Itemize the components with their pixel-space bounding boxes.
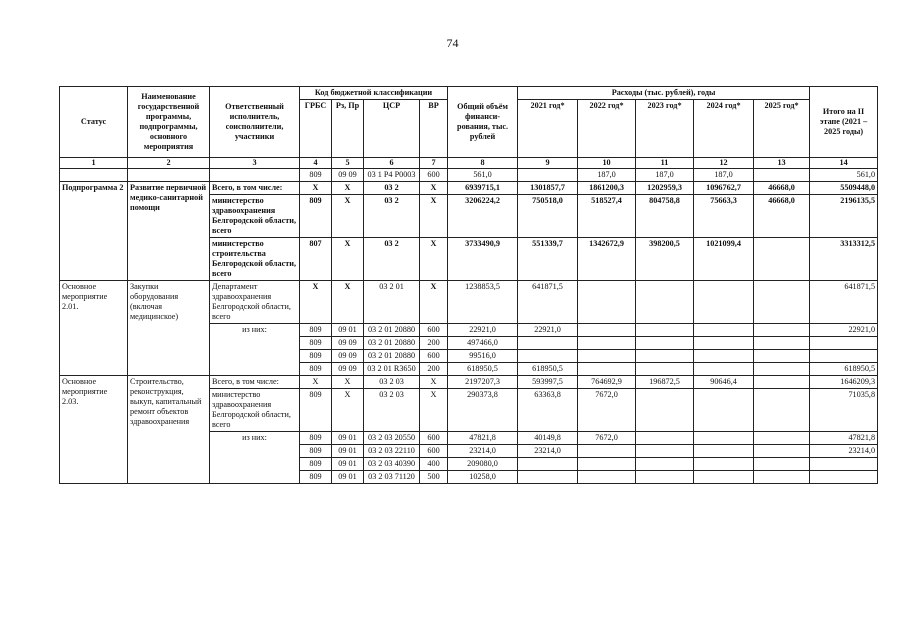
cell-rzpr: X [332, 376, 364, 389]
cell-2024 [694, 324, 754, 337]
cell-2025 [754, 376, 810, 389]
cell-rzpr: 09 01 [332, 445, 364, 458]
col-number: 6 [364, 158, 420, 169]
cell-stage: 1646209,3 [810, 376, 878, 389]
header-2021: 2021 год* [518, 100, 578, 158]
cell-2025 [754, 471, 810, 484]
cell-vr: 600 [420, 445, 448, 458]
table-row [60, 376, 878, 389]
cell-rzpr: X [332, 238, 364, 281]
cell-csr: 03 2 01 20880 [364, 324, 420, 337]
cell-2025 [754, 445, 810, 458]
cell-2023 [636, 458, 694, 471]
header-csr: ЦСР [364, 100, 420, 158]
cell-2022: 518527,4 [578, 195, 636, 238]
cell-csr: 03 2 01 R3650 [364, 363, 420, 376]
cell-rzpr: 09 09 [332, 337, 364, 350]
cell-2023 [636, 363, 694, 376]
cell-csr: 03 2 01 20880 [364, 350, 420, 363]
cell-2025 [754, 363, 810, 376]
cell-grbs: 809 [300, 169, 332, 182]
header-rzpr: Рз, Пр [332, 100, 364, 158]
cell-2023: 187,0 [636, 169, 694, 182]
cell-2023 [636, 337, 694, 350]
cell-2021 [518, 337, 578, 350]
cell-2021 [518, 169, 578, 182]
cell-2024 [694, 389, 754, 432]
cell-grbs: 809 [300, 432, 332, 445]
cell-2021: 618950,5 [518, 363, 578, 376]
cell-total: 618950,5 [448, 363, 518, 376]
cell-executor: Всего, в том числе: [210, 182, 300, 195]
cell-2021: 1301857,7 [518, 182, 578, 195]
cell-stage: 47821,8 [810, 432, 878, 445]
cell-total: 99516,0 [448, 350, 518, 363]
cell-total: 47821,8 [448, 432, 518, 445]
cell-total: 497466,0 [448, 337, 518, 350]
cell-name: Закупки оборудования (включая медицинское) [128, 281, 210, 376]
cell-rzpr: 09 01 [332, 471, 364, 484]
cell-executor: министерство здравоохранения Белгородской области, всего [210, 389, 300, 432]
col-number: 9 [518, 158, 578, 169]
header-vr: ВР [420, 100, 448, 158]
cell-rzpr: 09 09 [332, 363, 364, 376]
cell-grbs: X [300, 281, 332, 324]
cell-executor: министерство строительства Белгородской области, всего [210, 238, 300, 281]
cell-executor: из них: [210, 324, 300, 376]
header-status: Статус [60, 87, 128, 158]
cell-2023 [636, 350, 694, 363]
cell-2025 [754, 281, 810, 324]
cell-vr: X [420, 389, 448, 432]
cell-2025 [754, 458, 810, 471]
cell-grbs: 809 [300, 471, 332, 484]
cell-vr: 600 [420, 350, 448, 363]
cell-total: 209080,0 [448, 458, 518, 471]
cell-grbs: X [300, 182, 332, 195]
cell-stage: 22921,0 [810, 324, 878, 337]
cell-2024: 1021099,4 [694, 238, 754, 281]
cell-2025 [754, 389, 810, 432]
cell-stage [810, 458, 878, 471]
header-total-stage: Итого на II этапе (2021 – 2025 годы) [810, 87, 878, 158]
cell-stage: 561,0 [810, 169, 878, 182]
cell-grbs: 809 [300, 445, 332, 458]
header-2024: 2024 год* [694, 100, 754, 158]
col-number: 1 [60, 158, 128, 169]
cell-2021: 641871,5 [518, 281, 578, 324]
cell-2023: 804758,8 [636, 195, 694, 238]
col-number: 8 [448, 158, 518, 169]
cell-2023 [636, 445, 694, 458]
cell-2022: 187,0 [578, 169, 636, 182]
cell-stage: 71035,8 [810, 389, 878, 432]
cell-vr: 200 [420, 363, 448, 376]
cell-2021: 23214,0 [518, 445, 578, 458]
cell-total: 23214,0 [448, 445, 518, 458]
cell-csr: 03 2 03 20550 [364, 432, 420, 445]
col-number: 13 [754, 158, 810, 169]
cell-2024 [694, 458, 754, 471]
cell-executor: из них: [210, 432, 300, 484]
cell-total: 6939715,1 [448, 182, 518, 195]
col-number: 7 [420, 158, 448, 169]
cell-total: 22921,0 [448, 324, 518, 337]
cell-stage: 618950,5 [810, 363, 878, 376]
cell-grbs: 809 [300, 363, 332, 376]
cell-2022: 7672,0 [578, 389, 636, 432]
cell-2025 [754, 337, 810, 350]
cell-2022 [578, 337, 636, 350]
cell-vr: 600 [420, 169, 448, 182]
cell-csr: 03 2 [364, 182, 420, 195]
cell-2021: 551339,7 [518, 238, 578, 281]
cell-2022 [578, 281, 636, 324]
cell-csr: 03 2 03 [364, 389, 420, 432]
cell-2022 [578, 324, 636, 337]
cell-2021: 40149,8 [518, 432, 578, 445]
cell-2022 [578, 350, 636, 363]
cell-2021 [518, 471, 578, 484]
cell-rzpr: X [332, 389, 364, 432]
cell-csr: 03 2 01 [364, 281, 420, 324]
cell-name: Развитие первичной медико-санитарной помощи [128, 182, 210, 281]
cell-grbs: 809 [300, 195, 332, 238]
cell-2023: 398200,5 [636, 238, 694, 281]
cell-executor: министерство здравоохранения Белгородской области, всего [210, 195, 300, 238]
table-row [60, 182, 878, 195]
cell-2021 [518, 350, 578, 363]
cell-vr: 200 [420, 337, 448, 350]
header-2023: 2023 год* [636, 100, 694, 158]
cell-stage [810, 337, 878, 350]
col-number: 4 [300, 158, 332, 169]
header-2022: 2022 год* [578, 100, 636, 158]
cell-grbs: 809 [300, 350, 332, 363]
cell-rzpr: 09 01 [332, 324, 364, 337]
header-budget-code: Код бюджетной классификации [300, 87, 448, 100]
header-total-volume: Общий объём финанси-рования, тыс. рублей [448, 87, 518, 158]
cell-csr: 03 2 03 [364, 376, 420, 389]
cell-vr: 600 [420, 324, 448, 337]
cell-csr: 03 1 Р4 Р0003 [364, 169, 420, 182]
cell-stage [810, 471, 878, 484]
cell-2022 [578, 363, 636, 376]
cell-csr: 03 2 03 71120 [364, 471, 420, 484]
cell-rzpr: 09 09 [332, 169, 364, 182]
cell-vr: X [420, 376, 448, 389]
cell-executor: Всего, в том числе: [210, 376, 300, 389]
cell-2021: 22921,0 [518, 324, 578, 337]
cell-2021: 63363,8 [518, 389, 578, 432]
cell-2021: 750518,0 [518, 195, 578, 238]
header-grbs: ГРБС [300, 100, 332, 158]
cell-2023 [636, 389, 694, 432]
column-number-row [60, 158, 878, 169]
cell-2022: 7672,0 [578, 432, 636, 445]
cell-2024 [694, 445, 754, 458]
cell-vr: X [420, 182, 448, 195]
cell-vr: X [420, 238, 448, 281]
cell-2022: 1861200,3 [578, 182, 636, 195]
cell-2022 [578, 445, 636, 458]
cell-2024 [694, 432, 754, 445]
cell-total: 561,0 [448, 169, 518, 182]
cell-2024: 187,0 [694, 169, 754, 182]
cell-executor: Департамент здравоохранения Белгородской области, всего [210, 281, 300, 324]
col-number: 12 [694, 158, 754, 169]
cell-stage: 641871,5 [810, 281, 878, 324]
cell-2024 [694, 337, 754, 350]
cell-csr: 03 2 03 22110 [364, 445, 420, 458]
cell-2023: 196872,5 [636, 376, 694, 389]
cell-status: Основное мероприятие 2.03. [60, 376, 128, 484]
cell-2023 [636, 432, 694, 445]
table-row [60, 281, 878, 324]
cell-2025: 46668,0 [754, 195, 810, 238]
cell-grbs: 807 [300, 238, 332, 281]
cell-rzpr: 09 09 [332, 350, 364, 363]
cell-2024: 75663,3 [694, 195, 754, 238]
cell-vr: X [420, 281, 448, 324]
cell-grbs: 809 [300, 324, 332, 337]
cell-grbs: X [300, 376, 332, 389]
cell-csr: 03 2 [364, 195, 420, 238]
cell-vr: 600 [420, 432, 448, 445]
cell-total: 10258,0 [448, 471, 518, 484]
header-name: Наименование государственной программы, подпрограммы, основного мероприятия [128, 87, 210, 158]
header-executor: Ответственный исполнитель, соисполнители, участники [210, 87, 300, 158]
budget-table [59, 86, 878, 484]
col-number: 10 [578, 158, 636, 169]
cell-total: 3733490,9 [448, 238, 518, 281]
cell-stage: 23214,0 [810, 445, 878, 458]
cell-2025 [754, 350, 810, 363]
cell-2021: 593997,5 [518, 376, 578, 389]
cell-2024 [694, 363, 754, 376]
cell-2022: 764692,9 [578, 376, 636, 389]
cell-total: 3206224,2 [448, 195, 518, 238]
cell-2024 [694, 471, 754, 484]
cell-2022: 1342672,9 [578, 238, 636, 281]
cell-stage: 2196135,5 [810, 195, 878, 238]
cell-2023 [636, 471, 694, 484]
cell-2022 [578, 458, 636, 471]
cell-rzpr: X [332, 182, 364, 195]
cell-total: 1238853,5 [448, 281, 518, 324]
cell-2025 [754, 169, 810, 182]
cell-stage [810, 350, 878, 363]
cell-2024 [694, 350, 754, 363]
cell-name: Строительство, реконструкция, выкуп, капитальный ремонт объектов здравоохранения [128, 376, 210, 484]
cell-rzpr: X [332, 195, 364, 238]
cell-total: 2197207,3 [448, 376, 518, 389]
cell-2022 [578, 471, 636, 484]
cell-2023 [636, 281, 694, 324]
cell-2023: 1202959,3 [636, 182, 694, 195]
page-number: 74 [446, 36, 459, 50]
cell-csr: 03 2 03 40390 [364, 458, 420, 471]
cell-2023 [636, 324, 694, 337]
cell-2024: 90646,4 [694, 376, 754, 389]
cell-grbs: 809 [300, 337, 332, 350]
cell-vr: 400 [420, 458, 448, 471]
cell-grbs: 809 [300, 389, 332, 432]
cell-2025: 46668,0 [754, 182, 810, 195]
cell-stage: 3313312,5 [810, 238, 878, 281]
cell-vr: 500 [420, 471, 448, 484]
cell-vr: X [420, 195, 448, 238]
cell-rzpr: 09 01 [332, 458, 364, 471]
cell-2025 [754, 238, 810, 281]
cell-rzpr: 09 01 [332, 432, 364, 445]
col-number: 5 [332, 158, 364, 169]
cell-rzpr: X [332, 281, 364, 324]
cell-csr: 03 2 01 20880 [364, 337, 420, 350]
cell-stage: 5509448,0 [810, 182, 878, 195]
cell-status: Основное мероприятие 2.01. [60, 281, 128, 376]
cell-2025 [754, 432, 810, 445]
col-number: 14 [810, 158, 878, 169]
cell-csr: 03 2 [364, 238, 420, 281]
header-2025: 2025 год* [754, 100, 810, 158]
cell-grbs: 809 [300, 458, 332, 471]
header-expenses: Расходы (тыс. рублей), годы [518, 87, 810, 100]
cell-2024 [694, 281, 754, 324]
col-number: 11 [636, 158, 694, 169]
cell-status: Подпрограмма 2 [60, 182, 128, 281]
cell-total: 290373,8 [448, 389, 518, 432]
col-number: 2 [128, 158, 210, 169]
cell-2024: 1096762,7 [694, 182, 754, 195]
col-number: 3 [210, 158, 300, 169]
cell-2021 [518, 458, 578, 471]
table-row [60, 169, 878, 182]
cell-2025 [754, 324, 810, 337]
